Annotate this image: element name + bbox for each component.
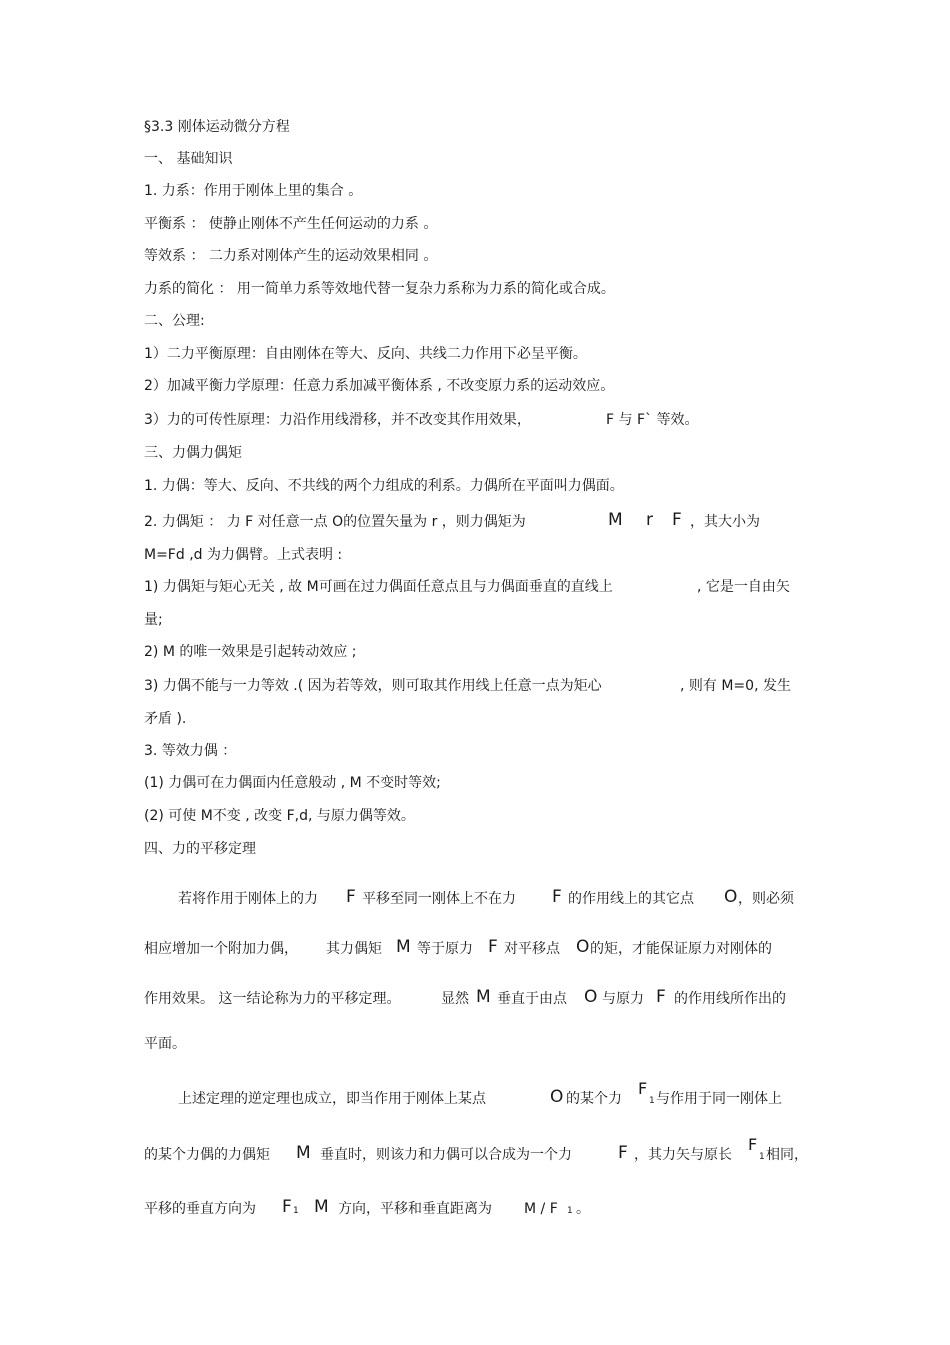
text-segment: O [550,1087,564,1107]
axiom-2: 2）加减平衡力学原理：任意力系加减平衡体系 , 不改变原力系的运动效应。 [144,378,615,394]
text-segment: 与原力 [602,991,644,1007]
heading-basic-knowledge: 一、 基础知识 [144,151,233,167]
text-segment: 对平移点 [504,941,560,957]
symbol-r: r [646,510,653,530]
heading-translation-theorem: 四、力的平移定理 [144,841,256,857]
text-segment: 显然 [441,991,469,1007]
equivalent-couple-1: (1) 力偶可在力偶面内任意般动 , M 不变时等效; [144,775,441,791]
couple-note-3-cont: 矛盾 ). [144,711,187,727]
text-segment: 平移至同一刚体上不在力 [362,891,516,907]
text-segment: 作用效果。 这一结论称为力的平移定理。 [144,991,401,1007]
text-segment: ，则必须 [738,891,794,907]
text-segment: 等于原力 [417,941,473,957]
translation-theorem-line-4: 平面。 [144,1036,186,1052]
text-segment: 的作用线所作出的 [674,991,786,1007]
couple-note-2: 2) M 的唯一效果是引起转动效应 ; [144,644,357,660]
symbol-F: F [672,510,682,530]
couple-moment-tail: ，其大小为 [690,514,760,530]
symbol-M: M [608,510,623,530]
couple-note-1-tail: , 它是一自由矢 [697,579,790,595]
text-segment: F [638,1079,648,1098]
text-segment: F [552,887,562,907]
text-segment: O [724,887,738,907]
text-segment: M [314,1197,329,1217]
couple-note-3-tail: , 则有 M=0, 发生 [680,678,791,694]
text-segment: 的某个力 [566,1091,622,1107]
section-title: §3.3 刚体运动微分方程 [144,119,290,135]
text-segment: F [656,987,666,1007]
text-segment: 若将作用于刚体上的力 [178,891,318,907]
text-segment: 的作用线上的其它点 [568,891,694,907]
text-segment: 相应增加一个附加力偶， [144,941,298,957]
heading-axioms: 二、公理: [144,313,205,329]
force-system-definition: 1. 力系：作用于刚体上里的集合 。 [144,183,363,199]
equivalent-couple-title: 3. 等效力偶 ： [144,743,237,759]
text-segment: 的某个力偶的力偶矩 [144,1147,270,1163]
couple-note-3: 3) 力偶不能与一力等效 .( 因为若等效，则可取其作用线上任意一点为矩心 [144,678,602,694]
text-segment: 方向，平移和垂直距离为 [338,1201,492,1217]
text-segment: 相同， [766,1147,808,1163]
equivalent-system-definition: 等效系 ： 二力系对刚体产生的运动效果相同 。 [144,248,438,264]
text-segment: 平移的垂直方向为 [144,1201,256,1217]
balance-system-definition: 平衡系 ： 使静止刚体不产生任何运动的力系 。 [144,216,438,232]
text-segment: 垂直时，则该力和力偶可以合成为一个力 [320,1147,572,1163]
couple-definition: 1. 力偶：等大、反向、不共线的两个力组成的利系。力偶所在平面叫力偶面。 [144,478,624,494]
text-segment: 垂直于由点 [497,991,567,1007]
text-segment: F [748,1135,758,1154]
text-segment: F [282,1197,292,1217]
axiom-3-tail: F 与 F` 等效。 [606,412,699,428]
text-segment: M [296,1143,311,1163]
axiom-3: 3）力的可传性原理：力沿作用线滑移，并不改变其作用效果， [144,412,531,428]
text-segment: 1 [759,1152,765,1162]
couple-note-1-cont: 量; [144,612,163,628]
text-segment: ，其力矢与原长 [634,1147,732,1163]
couple-moment-magnitude: M=Fd ,d 为力偶臂。上式表明 : [144,547,343,563]
axiom-1: 1）二力平衡原理：自由刚体在等大、反向、共线二力作用下必呈平衡。 [144,346,587,362]
text-segment: 1 [649,1096,655,1106]
equivalent-couple-2: (2) 可使 M不变 , 改变 F,d, 与原力偶等效。 [144,808,415,824]
text-segment: M / F [524,1201,558,1217]
simplification-definition: 力系的简化 ： 用一简单力系等效地代替一复杂力系称为力系的简化或合成。 [144,281,615,297]
text-segment: O [576,937,590,957]
text-segment: 上述定理的逆定理也成立，即当作用于刚体上某点 [178,1091,486,1107]
text-segment: 1 [567,1206,573,1216]
heading-couple: 三、力偶力偶矩 [144,445,242,461]
couple-moment-definition: 2. 力偶矩 ： 力 F 对任意一点 O的位置矢量为 r ，则力偶矩为 [144,514,526,530]
text-segment: O [584,987,598,1007]
text-segment: M [476,987,491,1007]
text-segment: 。 [576,1201,590,1217]
text-segment: 与作用于同一刚体上 [656,1091,782,1107]
couple-note-1: 1) 力偶矩与矩心无关 , 故 M可画在过力偶面任意点且与力偶面垂直的直线上 [144,579,613,595]
text-segment: F [618,1143,628,1163]
text-segment: 其力偶矩 [326,941,382,957]
text-segment: 的矩，才能保证原力对刚体的 [590,941,772,957]
text-segment: F [346,887,356,907]
text-segment: M [396,937,411,957]
text-segment: 1 [293,1206,299,1216]
text-segment: F [488,937,498,957]
